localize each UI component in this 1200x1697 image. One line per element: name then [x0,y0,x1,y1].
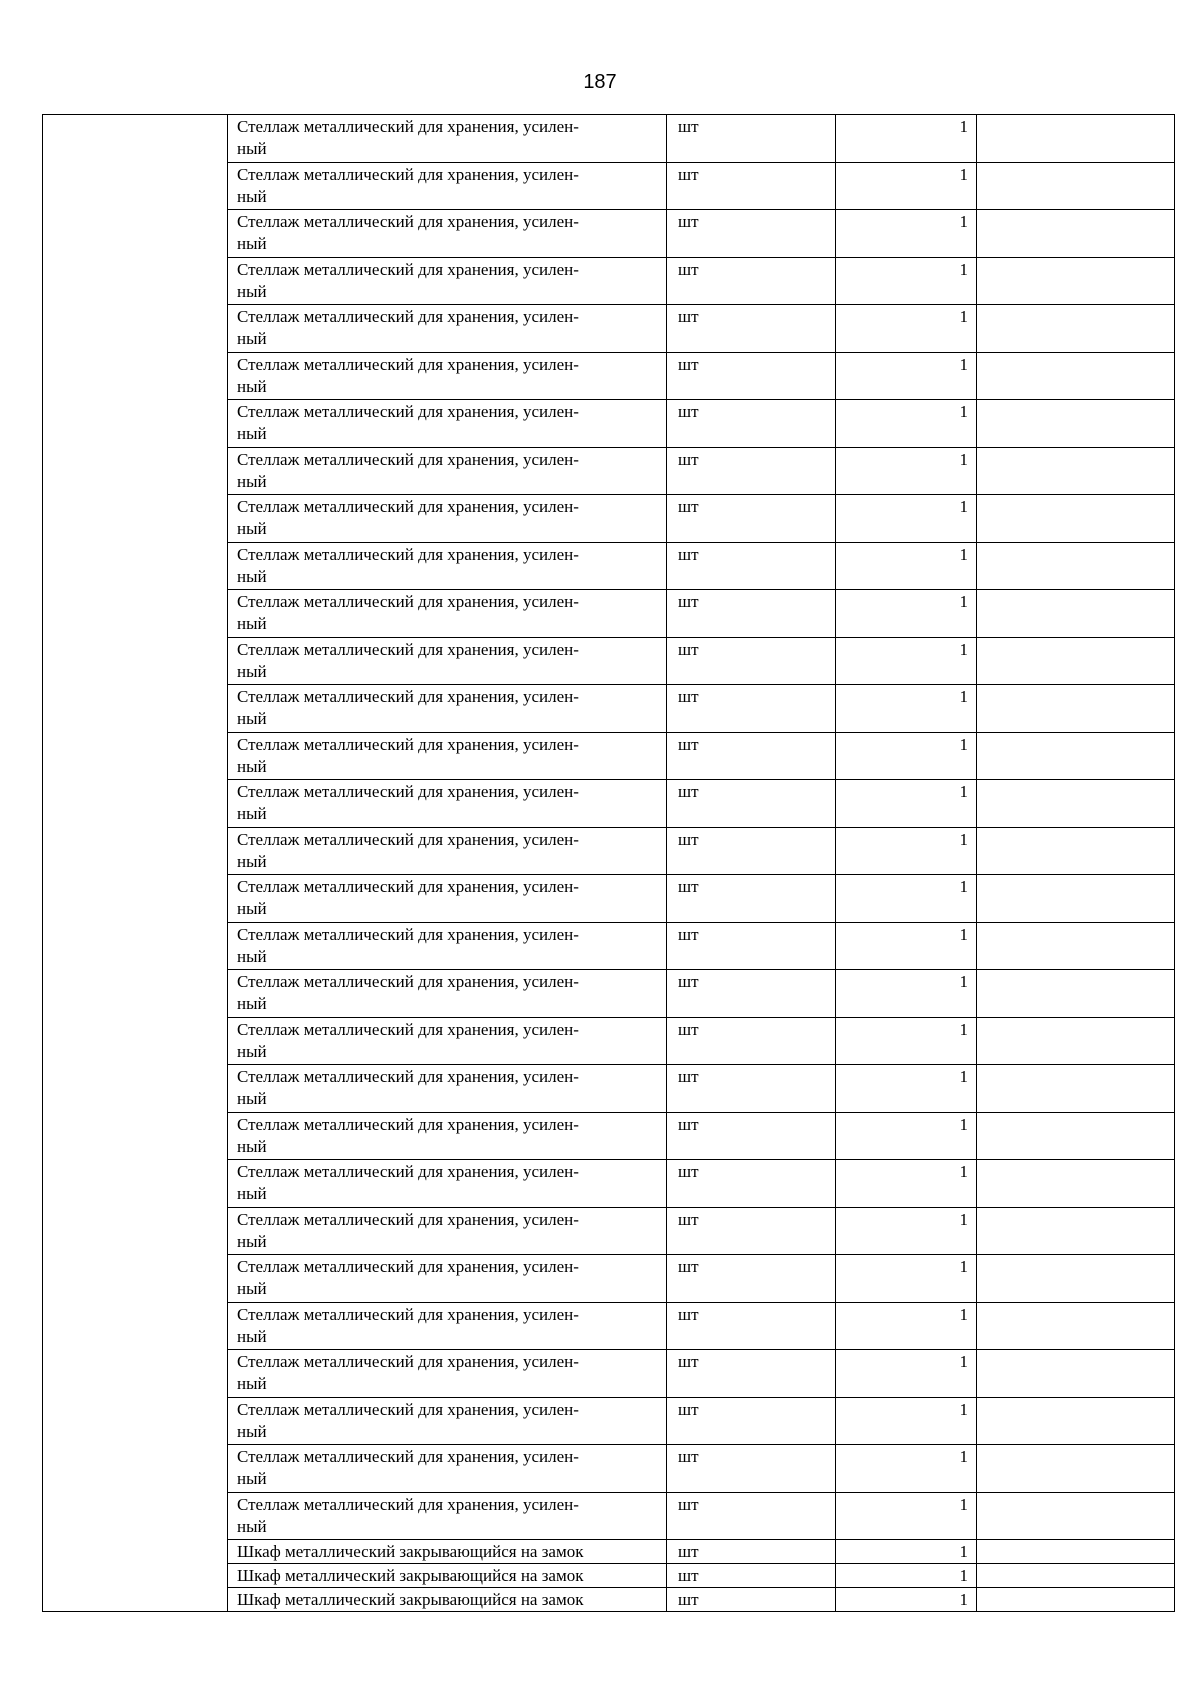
item-name-line1: Стеллаж металлический для хранения, усилен- [237,1447,579,1466]
item-name-line2: ный [237,709,267,728]
item-name-cell [228,970,667,1018]
item-name-cell [228,1445,667,1493]
unit-cell: шт [667,400,836,448]
item-name-cell [228,1255,667,1303]
item-name-line1: Стеллаж металлический для хранения, усилен- [237,1209,579,1229]
notes-cell [977,542,1175,590]
unit-cell: шт [667,1564,836,1588]
item-name-line1: Стеллаж металлический для хранения, усилен- [237,1352,579,1371]
item-name-line1: Шкаф металлический закрывающийся на замок [237,1590,584,1609]
item-name-line2: ный [237,1184,267,1203]
quantity-cell: 1 [836,1112,977,1160]
item-name-line1: Стеллаж металлический для хранения, усилен- [237,734,579,754]
notes-cell [977,1350,1175,1398]
notes-cell [977,400,1175,448]
item-name-cell [228,922,667,970]
unit-cell: шт [667,495,836,543]
unit-cell: шт [667,1207,836,1255]
item-name-line2: ный [237,946,267,966]
item-name-line1: Стеллаж металлический для хранения, усилен- [237,1399,579,1419]
unit-cell: шт [667,115,836,163]
quantity-cell: 1 [836,1255,977,1303]
item-name-line1: Стеллаж металлический для хранения, усилен- [237,354,579,374]
unit-cell: шт [667,1350,836,1398]
quantity-cell: 1 [836,1540,977,1564]
notes-cell [977,1207,1175,1255]
notes-cell [977,1065,1175,1113]
item-name-cell [228,542,667,590]
item-name-line2: ный [237,756,267,776]
item-name-cell [228,1017,667,1065]
item-name-line1: Стеллаж металлический для хранения, усилен- [237,829,579,849]
item-name-line1: Стеллаж металлический для хранения, усилен- [237,1494,579,1514]
quantity-cell: 1 [836,1445,977,1493]
item-name-line2: ный [237,281,267,301]
quantity-cell: 1 [836,1065,977,1113]
item-name-cell [228,305,667,353]
inventory-table [42,114,1175,1612]
quantity-cell: 1 [836,875,977,923]
notes-cell [977,115,1175,163]
notes-cell [977,875,1175,923]
item-name-line1: Стеллаж металлический для хранения, усилен- [237,449,579,469]
item-name-line2: ный [237,1516,267,1536]
notes-cell [977,732,1175,780]
item-name-line2: ный [237,376,267,396]
unit-cell: шт [667,447,836,495]
notes-cell [977,970,1175,1018]
item-name-line1: Стеллаж металлический для хранения, усилен- [237,497,579,516]
item-name-line2: ный [237,994,267,1013]
item-name-line1: Стеллаж металлический для хранения, усилен- [237,1019,579,1039]
notes-cell [977,1255,1175,1303]
item-name-line2: ный [237,614,267,633]
notes-cell [977,305,1175,353]
quantity-cell: 1 [836,922,977,970]
item-name-line1: Стеллаж металлический для хранения, усилен- [237,687,579,706]
quantity-cell: 1 [836,1564,977,1588]
unit-cell: шт [667,970,836,1018]
item-name-line2: ный [237,424,267,443]
item-name-cell [228,1564,667,1588]
quantity-cell: 1 [836,1017,977,1065]
item-name-line2: ный [237,566,267,586]
notes-cell [977,780,1175,828]
unit-cell: шт [667,1112,836,1160]
quantity-cell: 1 [836,590,977,638]
item-name-cell [228,1207,667,1255]
item-name-cell [228,827,667,875]
quantity-cell: 1 [836,162,977,210]
unit-cell: шт [667,875,836,923]
notes-cell [977,685,1175,733]
item-name-cell [228,637,667,685]
unit-cell: шт [667,685,836,733]
item-name-line2: ный [237,186,267,206]
quantity-cell: 1 [836,732,977,780]
item-name-line2: ный [237,471,267,491]
table-row [43,115,1175,163]
notes-cell [977,922,1175,970]
item-name-line1: Шкаф металлический закрывающийся на замок [237,1542,584,1561]
item-name-cell [228,352,667,400]
item-name-line2: ный [237,329,267,348]
item-name-line1: Стеллаж металлический для хранения, усилен- [237,782,579,801]
notes-cell [977,1564,1175,1588]
notes-cell [977,257,1175,305]
quantity-cell: 1 [836,542,977,590]
notes-cell [977,1588,1175,1612]
unit-cell: шт [667,1588,836,1612]
item-name-line2: ный [237,1469,267,1488]
notes-cell [977,495,1175,543]
quantity-cell: 1 [836,827,977,875]
table-body [43,115,1175,1612]
unit-cell: шт [667,1492,836,1540]
item-name-line2: ный [237,1421,267,1441]
notes-cell [977,210,1175,258]
notes-cell [977,447,1175,495]
item-name-cell [228,1350,667,1398]
item-name-line1: Стеллаж металлический для хранения, усилен- [237,972,579,991]
quantity-cell: 1 [836,1302,977,1350]
item-name-line2: ный [237,1231,267,1251]
notes-cell [977,1445,1175,1493]
item-name-line1: Стеллаж металлический для хранения, усилен- [237,877,579,896]
item-name-cell [228,1540,667,1564]
item-name-cell [228,1112,667,1160]
unit-cell: шт [667,922,836,970]
quantity-cell: 1 [836,1492,977,1540]
merged-section-cell [43,115,228,1612]
unit-cell: шт [667,1065,836,1113]
unit-cell: шт [667,1540,836,1564]
item-name-cell [228,685,667,733]
item-name-line1: Стеллаж металлический для хранения, усилен- [237,402,579,421]
item-name-cell [228,400,667,448]
unit-cell: шт [667,827,836,875]
quantity-cell: 1 [836,115,977,163]
item-name-cell [228,1065,667,1113]
notes-cell [977,1397,1175,1445]
item-name-line1: Стеллаж металлический для хранения, усилен- [237,307,579,326]
item-name-line1: Стеллаж металлический для хранения, усилен- [237,1114,579,1134]
item-name-line2: ный [237,234,267,253]
item-name-cell [228,162,667,210]
item-name-line2: ный [237,899,267,918]
item-name-line2: ный [237,1279,267,1298]
item-name-line1: Стеллаж металлический для хранения, усилен- [237,1257,579,1276]
quantity-cell: 1 [836,257,977,305]
item-name-line2: ный [237,139,267,158]
item-name-line2: ный [237,661,267,681]
page-number: 187 [583,71,617,93]
notes-cell [977,637,1175,685]
item-name-line1: Стеллаж металлический для хранения, усилен- [237,164,579,184]
quantity-cell: 1 [836,780,977,828]
notes-cell [977,1017,1175,1065]
item-name-line2: ный [237,804,267,823]
item-name-line1: Стеллаж металлический для хранения, усилен- [237,1304,579,1324]
item-name-cell [228,447,667,495]
item-name-line1: Стеллаж металлический для хранения, усилен- [237,544,579,564]
item-name-cell [228,732,667,780]
quantity-cell: 1 [836,447,977,495]
item-name-line1: Стеллаж металлический для хранения, усилен- [237,259,579,279]
quantity-cell: 1 [836,970,977,1018]
quantity-cell: 1 [836,685,977,733]
unit-cell: шт [667,162,836,210]
unit-cell: шт [667,210,836,258]
item-name-line1: Стеллаж металлический для хранения, усилен- [237,1067,579,1086]
notes-cell [977,1160,1175,1208]
unit-cell: шт [667,257,836,305]
unit-cell: шт [667,780,836,828]
item-name-line1: Стеллаж металлический для хранения, усилен- [237,924,579,944]
item-name-line2: ный [237,1326,267,1346]
item-name-cell [228,115,667,163]
item-name-line2: ный [237,1089,267,1108]
unit-cell: шт [667,637,836,685]
item-name-cell [228,210,667,258]
item-name-cell [228,1588,667,1612]
quantity-cell: 1 [836,352,977,400]
item-name-line1: Стеллаж металлический для хранения, усилен- [237,212,579,231]
unit-cell: шт [667,1397,836,1445]
item-name-cell [228,1397,667,1445]
item-name-line1: Стеллаж металлический для хранения, усилен- [237,592,579,611]
unit-cell: шт [667,732,836,780]
quantity-cell: 1 [836,210,977,258]
item-name-line1: Стеллаж металлический для хранения, усилен- [237,1162,579,1181]
quantity-cell: 1 [836,1397,977,1445]
unit-cell: шт [667,1302,836,1350]
unit-cell: шт [667,1017,836,1065]
item-name-cell [228,590,667,638]
unit-cell: шт [667,542,836,590]
item-name-line2: ный [237,1136,267,1156]
item-name-cell [228,1302,667,1350]
notes-cell [977,1540,1175,1564]
notes-cell [977,1112,1175,1160]
quantity-cell: 1 [836,400,977,448]
item-name-line2: ный [237,1041,267,1061]
item-name-cell [228,1160,667,1208]
quantity-cell: 1 [836,1160,977,1208]
item-name-cell [228,257,667,305]
notes-cell [977,590,1175,638]
item-name-line2: ный [237,1374,267,1393]
quantity-cell: 1 [836,1207,977,1255]
unit-cell: шт [667,1255,836,1303]
unit-cell: шт [667,1160,836,1208]
item-name-line2: ный [237,519,267,538]
item-name-line1: Стеллаж металлический для хранения, усилен- [237,639,579,659]
unit-cell: шт [667,1445,836,1493]
quantity-cell: 1 [836,1588,977,1612]
quantity-cell: 1 [836,1350,977,1398]
notes-cell [977,1492,1175,1540]
quantity-cell: 1 [836,637,977,685]
unit-cell: шт [667,590,836,638]
notes-cell [977,162,1175,210]
item-name-line1: Стеллаж металлический для хранения, усилен- [237,117,579,136]
unit-cell: шт [667,305,836,353]
notes-cell [977,827,1175,875]
item-name-cell [228,780,667,828]
item-name-cell [228,1492,667,1540]
item-name-line2: ный [237,851,267,871]
item-name-line1: Шкаф металлический закрывающийся на замок [237,1566,584,1585]
quantity-cell: 1 [836,305,977,353]
quantity-cell: 1 [836,495,977,543]
notes-cell [977,352,1175,400]
item-name-cell [228,495,667,543]
notes-cell [977,1302,1175,1350]
unit-cell: шт [667,352,836,400]
item-name-cell [228,875,667,923]
